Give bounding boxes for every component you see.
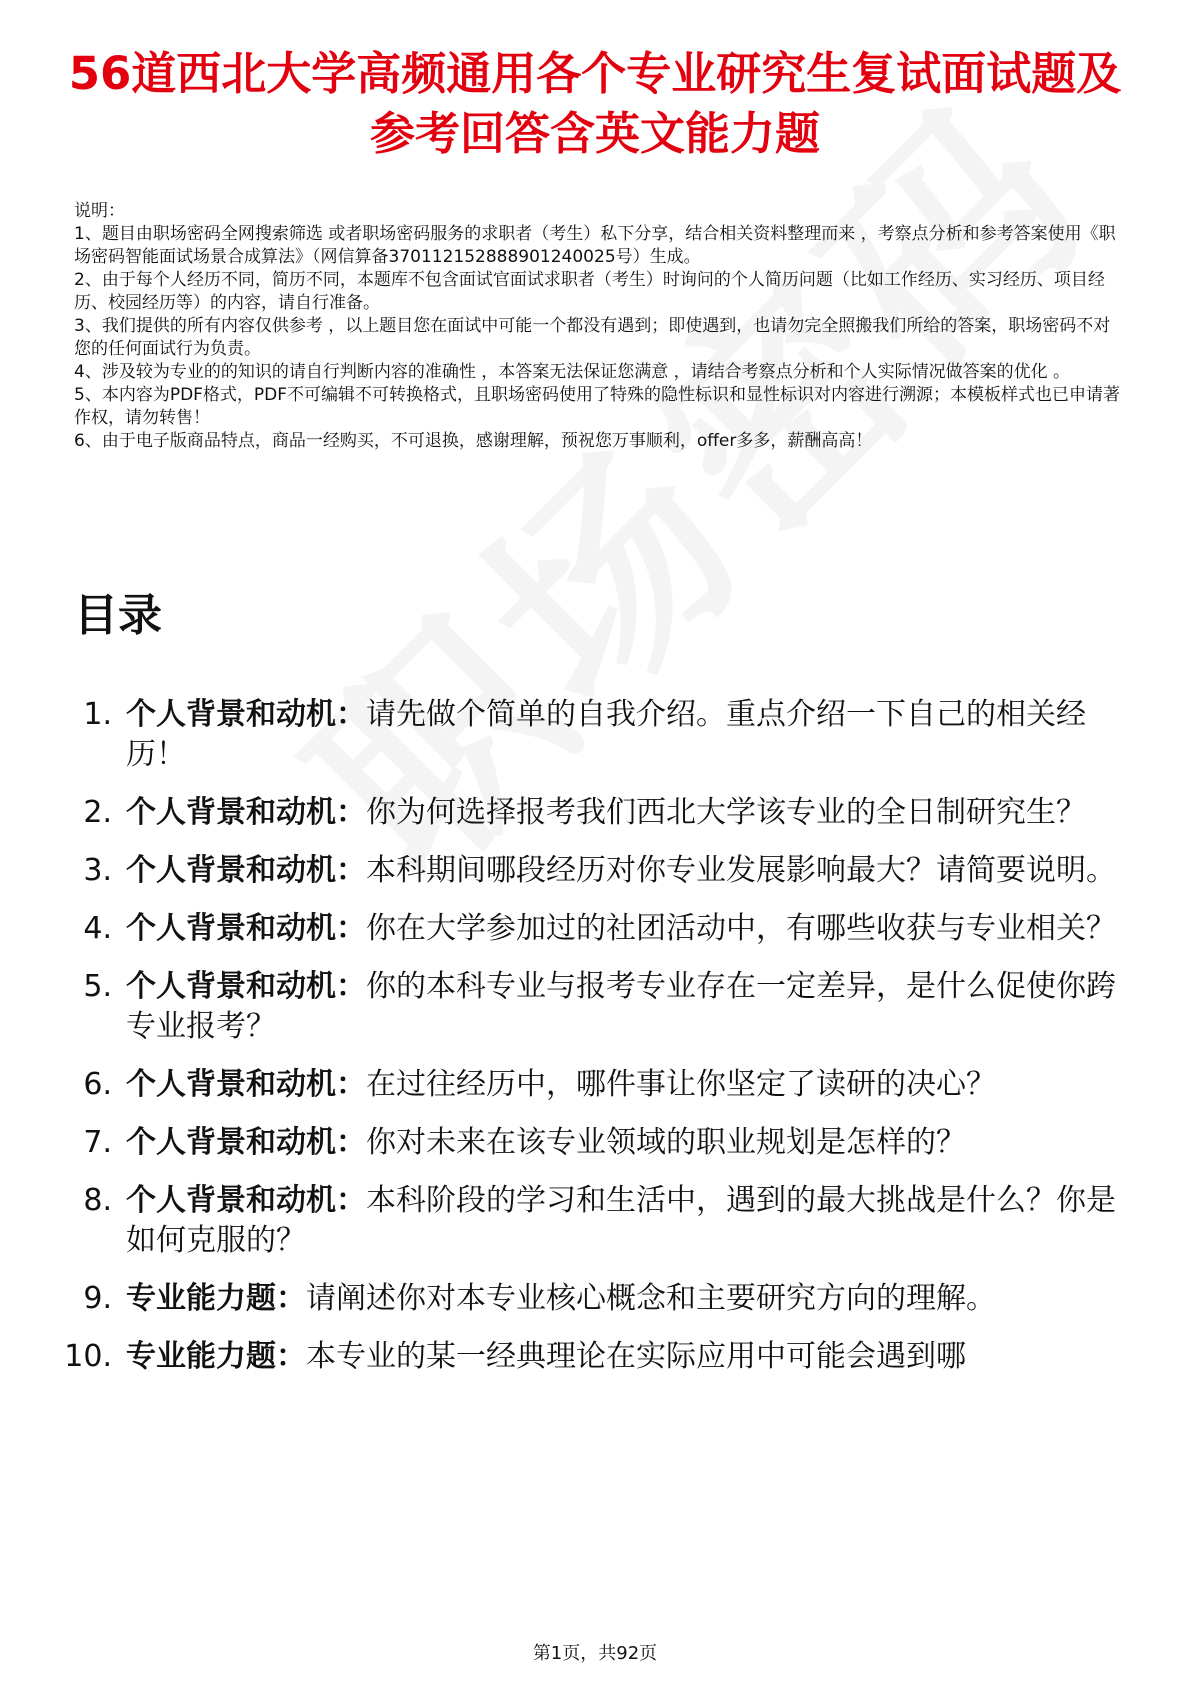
toc-item[interactable] [60, 1123, 1125, 1163]
note-item: 4、涉及较为专业的的知识的请自行判断内容的准确性 ，本答案无法保证您满意 ，请结合考察点分析和个人实际情况做答案的优化 。 [74, 362, 1071, 382]
toc-item-text: 你对未来在该专业领域的职业规划是怎样的？ [366, 1125, 966, 1160]
toc-item-text: 请先做个简单的自我介绍。重点介绍一下自己的相关经历！ [126, 697, 1086, 772]
toc-item-text: 本专业的某一经典理论在实际应用中可能会遇到哪 [306, 1339, 966, 1374]
toc-item-text: 你的本科专业与报考专业存在一定差异，是什么促使你跨专业报考？ [126, 969, 1116, 1044]
note-item: 3、我们提供的所有内容仅供参考 ，以上题目您在面试中可能一个都没有遇到；即使遇到，也请勿完全照搬我们所给的答案，职场密码不对您的任何面试行为负责。 [74, 316, 1111, 359]
toc-item-category: 个人背景和动机： [126, 911, 366, 946]
document-title: 56道西北大学高频通用各个专业研究生复试面试题及参考回答含英文能力题 [68, 47, 1122, 160]
page-footer: 第1页，共92页 [532, 1643, 658, 1664]
toc-item-category: 专业能力题： [126, 1281, 306, 1316]
toc-item-category: 专业能力题： [126, 1339, 306, 1374]
toc-item[interactable] [60, 851, 1125, 891]
toc-item[interactable] [60, 1065, 1125, 1105]
toc-item-category: 个人背景和动机： [126, 1125, 366, 1160]
toc-item[interactable] [60, 1337, 1125, 1377]
toc-item[interactable] [60, 793, 1125, 833]
notes-heading: 说明： [74, 201, 125, 221]
note-item: 1、题目由职场密码全网搜索筛选 或者职场密码服务的求职者（考生）私下分享，结合相关资料整理而来 ，考察点分析和参考答案使用《职场密码智能面试场景合成算法》（网信算备370112152888901240025号）生成。 [74, 224, 1116, 267]
toc-item-number: 5. [83, 969, 112, 1004]
toc-item-number: 8. [83, 1183, 112, 1218]
toc-item-category: 个人背景和动机： [126, 697, 366, 732]
toc-item-number: 6. [83, 1067, 112, 1102]
toc-item-category: 个人背景和动机： [126, 1067, 366, 1102]
toc-item-text: 在过往经历中，哪件事让你坚定了读研的决心？ [366, 1067, 996, 1102]
toc-item[interactable] [60, 967, 1125, 1047]
toc-item-category: 个人背景和动机： [126, 795, 366, 830]
notes-section [74, 200, 1124, 453]
toc-item-number: 1. [83, 697, 112, 732]
note-item: 6、由于电子版商品特点，商品一经购买，不可退换，感谢理解，预祝您万事顺利，offer多多，薪酬高高！ [74, 431, 873, 451]
toc-item-number: 9. [83, 1281, 112, 1316]
note-item: 2、由于每个人经历不同，简历不同，本题库不包含面试官面试求职者（考生）时询问的个人简历问题（比如工作经历、实习经历、项目经历、校园经历等）的内容，请自行准备。 [74, 270, 1105, 313]
toc-item-number: 7. [83, 1125, 112, 1160]
toc-item-number: 2. [83, 795, 112, 830]
toc-item-category: 个人背景和动机： [126, 1183, 366, 1218]
toc-item-number: 4. [83, 911, 112, 946]
note-item: 5、本内容为PDF格式，PDF不可编辑不可转换格式，且职场密码使用了特殊的隐性标识和显性标识对内容进行溯源；本模板样式也已申请著作权，请勿转售！ [74, 385, 1121, 428]
table-of-contents [60, 695, 1125, 1395]
toc-item[interactable] [60, 695, 1125, 775]
toc-item-text: 请阐述你对本专业核心概念和主要研究方向的理解。 [306, 1281, 996, 1316]
toc-item-text: 你为何选择报考我们西北大学该专业的全日制研究生？ [366, 795, 1086, 830]
toc-item-number: 3. [83, 853, 112, 888]
toc-item[interactable] [60, 1181, 1125, 1261]
toc-heading: 目录 [74, 590, 162, 641]
toc-item[interactable] [60, 1279, 1125, 1319]
toc-item-category: 个人背景和动机： [126, 969, 366, 1004]
toc-item[interactable] [60, 909, 1125, 949]
toc-item-text: 本科期间哪段经历对你专业发展影响最大？请简要说明。 [366, 853, 1116, 888]
toc-item-text: 本科阶段的学习和生活中，遇到的最大挑战是什么？你是如何克服的？ [126, 1183, 1116, 1258]
toc-item-category: 个人背景和动机： [126, 853, 366, 888]
toc-item-text: 你在大学参加过的社团活动中，有哪些收获与专业相关？ [366, 911, 1116, 946]
toc-item-number: 10. [64, 1339, 112, 1374]
